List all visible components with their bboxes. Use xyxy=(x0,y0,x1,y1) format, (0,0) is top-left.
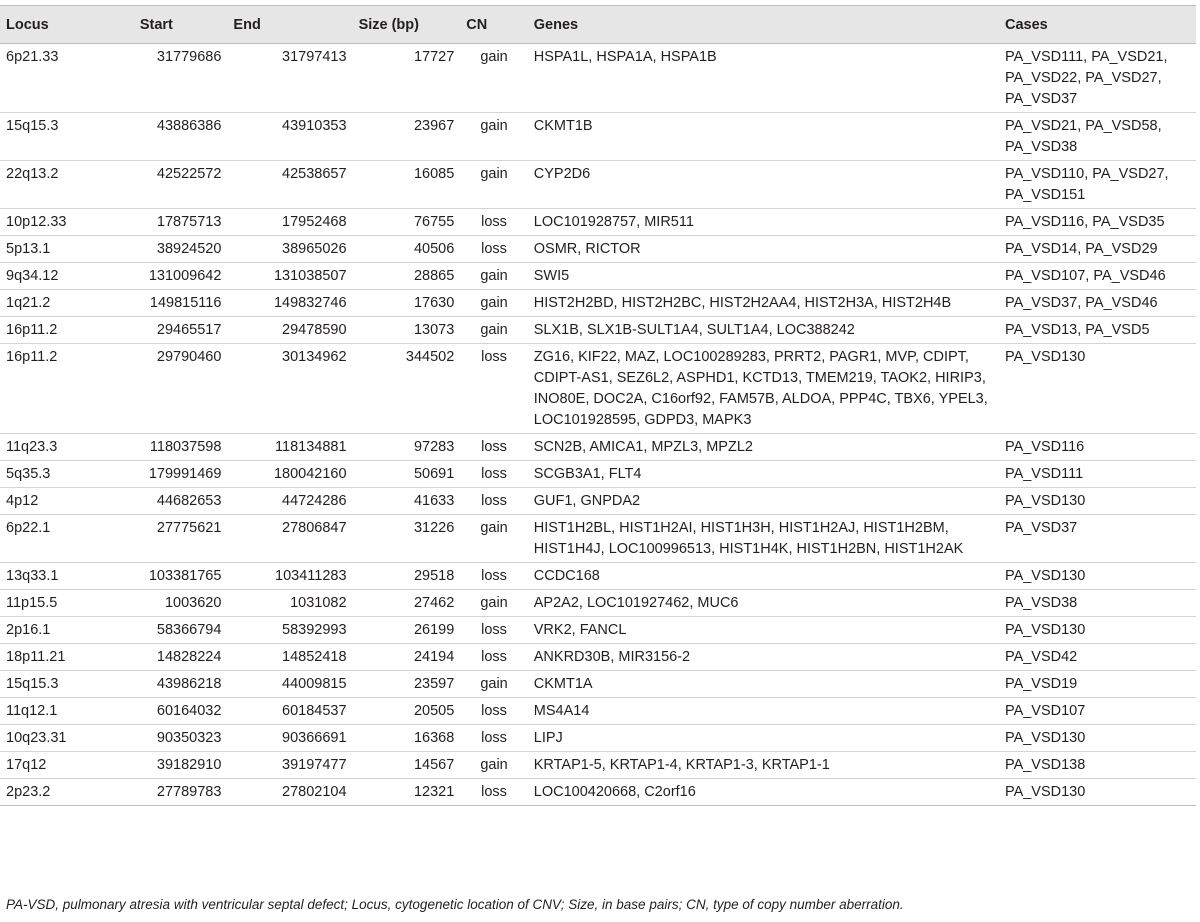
table-row xyxy=(0,617,1196,644)
cell-genes: SCN2B, AMICA1, MPZL3, MPZL2 xyxy=(528,434,999,461)
cell-locus: 13q33.1 xyxy=(0,563,134,590)
cell-end: 58392993 xyxy=(227,617,352,644)
cell-genes: MS4A14 xyxy=(528,698,999,725)
header-locus: Locus xyxy=(0,6,134,44)
table-row xyxy=(0,752,1196,779)
cell-cases: PA_VSD130 xyxy=(999,563,1196,590)
cell-start: 149815116 xyxy=(134,290,228,317)
cell-size: 31226 xyxy=(353,515,461,563)
cell-genes: AP2A2, LOC101927462, MUC6 xyxy=(528,590,999,617)
cell-size: 13073 xyxy=(353,317,461,344)
cell-size: 344502 xyxy=(353,344,461,434)
cell-genes: ANKRD30B, MIR3156-2 xyxy=(528,644,999,671)
cell-cases: PA_VSD21, PA_VSD58, PA_VSD38 xyxy=(999,113,1196,161)
cell-cn: loss xyxy=(460,344,527,434)
cell-locus: 10p12.33 xyxy=(0,209,134,236)
cell-genes: OSMR, RICTOR xyxy=(528,236,999,263)
cell-genes: CCDC168 xyxy=(528,563,999,590)
cell-locus: 17q12 xyxy=(0,752,134,779)
cell-end: 17952468 xyxy=(227,209,352,236)
cell-start: 179991469 xyxy=(134,461,228,488)
cell-locus: 5p13.1 xyxy=(0,236,134,263)
cell-size: 40506 xyxy=(353,236,461,263)
cell-size: 76755 xyxy=(353,209,461,236)
cell-locus: 2p23.2 xyxy=(0,779,134,806)
cell-start: 60164032 xyxy=(134,698,228,725)
cell-genes: SLX1B, SLX1B-SULT1A4, SULT1A4, LOC388242 xyxy=(528,317,999,344)
cell-end: 38965026 xyxy=(227,236,352,263)
table-body xyxy=(0,44,1196,806)
cell-locus: 16p11.2 xyxy=(0,344,134,434)
cell-cases: PA_VSD38 xyxy=(999,590,1196,617)
cell-cases: PA_VSD130 xyxy=(999,488,1196,515)
cell-cases: PA_VSD130 xyxy=(999,725,1196,752)
cell-genes: SWI5 xyxy=(528,263,999,290)
cell-size: 23597 xyxy=(353,671,461,698)
cell-genes: SCGB3A1, FLT4 xyxy=(528,461,999,488)
cell-cn: gain xyxy=(460,590,527,617)
table-row xyxy=(0,434,1196,461)
cell-cases: PA_VSD110, PA_VSD27, PA_VSD151 xyxy=(999,161,1196,209)
cell-size: 16368 xyxy=(353,725,461,752)
cell-size: 17727 xyxy=(353,44,461,113)
cell-cases: PA_VSD107 xyxy=(999,698,1196,725)
cell-genes: ZG16, KIF22, MAZ, LOC100289283, PRRT2, PAGR1, MVP, CDIPT, CDIPT-AS1, SEZ6L2, ASPHD1, KCTD13, TMEM219, TAOK2, HIRIP3, INO80E, DOC2A, C16orf92, FAM57B, ALDOA, PPP4C, TBX6, YPEL3, LOC101928595, GDPD3, MAPK3 xyxy=(528,344,999,434)
table-row xyxy=(0,44,1196,113)
cell-cn: gain xyxy=(460,515,527,563)
cell-genes: HIST1H2BL, HIST1H2AI, HIST1H3H, HIST1H2AJ, HIST1H2BM, HIST1H4J, LOC100996513, HIST1H4K, HIST1H2BN, HIST1H2AK xyxy=(528,515,999,563)
cell-start: 103381765 xyxy=(134,563,228,590)
header-start: Start xyxy=(134,6,228,44)
cell-end: 60184537 xyxy=(227,698,352,725)
cell-cn: loss xyxy=(460,644,527,671)
cell-cn: gain xyxy=(460,671,527,698)
cell-cases: PA_VSD42 xyxy=(999,644,1196,671)
table-header xyxy=(0,6,1196,44)
cell-end: 14852418 xyxy=(227,644,352,671)
header-end: End xyxy=(227,6,352,44)
cell-size: 24194 xyxy=(353,644,461,671)
cell-genes: HIST2H2BD, HIST2H2BC, HIST2H2AA4, HIST2H3A, HIST2H4B xyxy=(528,290,999,317)
cell-end: 44009815 xyxy=(227,671,352,698)
table-row xyxy=(0,515,1196,563)
cell-locus: 11p15.5 xyxy=(0,590,134,617)
cell-cn: gain xyxy=(460,113,527,161)
table-row xyxy=(0,698,1196,725)
cell-size: 20505 xyxy=(353,698,461,725)
cell-locus: 11q12.1 xyxy=(0,698,134,725)
cell-size: 97283 xyxy=(353,434,461,461)
cell-cases: PA_VSD116 xyxy=(999,434,1196,461)
table-row xyxy=(0,161,1196,209)
cell-start: 43986218 xyxy=(134,671,228,698)
cell-size: 23967 xyxy=(353,113,461,161)
cell-start: 90350323 xyxy=(134,725,228,752)
header-row xyxy=(0,6,1196,44)
cell-cases: PA_VSD138 xyxy=(999,752,1196,779)
cell-end: 180042160 xyxy=(227,461,352,488)
table-row xyxy=(0,461,1196,488)
cell-cases: PA_VSD111, PA_VSD21, PA_VSD22, PA_VSD27, PA_VSD37 xyxy=(999,44,1196,113)
cell-start: 131009642 xyxy=(134,263,228,290)
cell-cn: gain xyxy=(460,317,527,344)
cell-locus: 5q35.3 xyxy=(0,461,134,488)
cell-start: 27775621 xyxy=(134,515,228,563)
cell-locus: 10q23.31 xyxy=(0,725,134,752)
cell-cases: PA_VSD37 xyxy=(999,515,1196,563)
table-row xyxy=(0,644,1196,671)
cell-genes: CKMT1B xyxy=(528,113,999,161)
cell-cases: PA_VSD14, PA_VSD29 xyxy=(999,236,1196,263)
table-row xyxy=(0,236,1196,263)
header-size: Size (bp) xyxy=(353,6,461,44)
cell-end: 27806847 xyxy=(227,515,352,563)
cell-end: 90366691 xyxy=(227,725,352,752)
cell-cn: gain xyxy=(460,44,527,113)
cell-locus: 6p21.33 xyxy=(0,44,134,113)
cell-size: 28865 xyxy=(353,263,461,290)
cell-size: 27462 xyxy=(353,590,461,617)
cell-cases: PA_VSD111 xyxy=(999,461,1196,488)
cell-locus: 9q34.12 xyxy=(0,263,134,290)
cell-locus: 6p22.1 xyxy=(0,515,134,563)
cell-end: 31797413 xyxy=(227,44,352,113)
cell-cn: loss xyxy=(460,563,527,590)
table-row xyxy=(0,209,1196,236)
cell-size: 16085 xyxy=(353,161,461,209)
cell-cn: loss xyxy=(460,209,527,236)
cell-start: 43886386 xyxy=(134,113,228,161)
cell-locus: 2p16.1 xyxy=(0,617,134,644)
cell-size: 26199 xyxy=(353,617,461,644)
cell-genes: LOC100420668, C2orf16 xyxy=(528,779,999,806)
cell-cases: PA_VSD107, PA_VSD46 xyxy=(999,263,1196,290)
cell-cases: PA_VSD130 xyxy=(999,344,1196,434)
cell-genes: LIPJ xyxy=(528,725,999,752)
cell-cn: loss xyxy=(460,488,527,515)
cell-end: 43910353 xyxy=(227,113,352,161)
cell-start: 29790460 xyxy=(134,344,228,434)
table-row xyxy=(0,488,1196,515)
cell-start: 42522572 xyxy=(134,161,228,209)
table-row xyxy=(0,290,1196,317)
cell-start: 14828224 xyxy=(134,644,228,671)
cell-locus: 22q13.2 xyxy=(0,161,134,209)
cnv-table xyxy=(0,5,1196,806)
header-genes: Genes xyxy=(528,6,999,44)
cell-end: 118134881 xyxy=(227,434,352,461)
cell-locus: 15q15.3 xyxy=(0,113,134,161)
cell-size: 41633 xyxy=(353,488,461,515)
cell-locus: 16p11.2 xyxy=(0,317,134,344)
cell-cn: loss xyxy=(460,461,527,488)
cell-size: 12321 xyxy=(353,779,461,806)
cell-start: 118037598 xyxy=(134,434,228,461)
cell-genes: HSPA1L, HSPA1A, HSPA1B xyxy=(528,44,999,113)
cell-cn: gain xyxy=(460,161,527,209)
cell-cases: PA_VSD116, PA_VSD35 xyxy=(999,209,1196,236)
cell-genes: GUF1, GNPDA2 xyxy=(528,488,999,515)
table-row xyxy=(0,590,1196,617)
cell-locus: 15q15.3 xyxy=(0,671,134,698)
cell-end: 42538657 xyxy=(227,161,352,209)
cell-start: 29465517 xyxy=(134,317,228,344)
cell-start: 38924520 xyxy=(134,236,228,263)
table-row xyxy=(0,779,1196,806)
cell-cases: PA_VSD130 xyxy=(999,617,1196,644)
header-cn: CN xyxy=(460,6,527,44)
cell-start: 31779686 xyxy=(134,44,228,113)
cell-end: 149832746 xyxy=(227,290,352,317)
cell-cases: PA_VSD19 xyxy=(999,671,1196,698)
cell-end: 103411283 xyxy=(227,563,352,590)
table-footnote: PA-VSD, pulmonary atresia with ventricular septal defect; Locus, cytogenetic location of CNV; Size, in base pairs; CN, type of copy number aberration. xyxy=(6,897,904,912)
cell-genes: CYP2D6 xyxy=(528,161,999,209)
table-row xyxy=(0,263,1196,290)
cell-cases: PA_VSD13, PA_VSD5 xyxy=(999,317,1196,344)
cell-cases: PA_VSD37, PA_VSD46 xyxy=(999,290,1196,317)
table-row xyxy=(0,317,1196,344)
cell-start: 58366794 xyxy=(134,617,228,644)
cell-genes: VRK2, FANCL xyxy=(528,617,999,644)
cell-start: 39182910 xyxy=(134,752,228,779)
cell-end: 1031082 xyxy=(227,590,352,617)
cell-genes: LOC101928757, MIR511 xyxy=(528,209,999,236)
cell-cases: PA_VSD130 xyxy=(999,779,1196,806)
cell-locus: 4p12 xyxy=(0,488,134,515)
header-cases: Cases xyxy=(999,6,1196,44)
cell-end: 39197477 xyxy=(227,752,352,779)
cell-end: 27802104 xyxy=(227,779,352,806)
cell-locus: 18p11.21 xyxy=(0,644,134,671)
table-row xyxy=(0,671,1196,698)
cell-locus: 11q23.3 xyxy=(0,434,134,461)
cell-end: 30134962 xyxy=(227,344,352,434)
table-row xyxy=(0,344,1196,434)
cell-cn: loss xyxy=(460,779,527,806)
cell-end: 29478590 xyxy=(227,317,352,344)
cell-start: 27789783 xyxy=(134,779,228,806)
cell-cn: loss xyxy=(460,698,527,725)
cell-start: 44682653 xyxy=(134,488,228,515)
cell-size: 29518 xyxy=(353,563,461,590)
table-row xyxy=(0,113,1196,161)
cell-genes: KRTAP1-5, KRTAP1-4, KRTAP1-3, KRTAP1-1 xyxy=(528,752,999,779)
cell-size: 17630 xyxy=(353,290,461,317)
table-row xyxy=(0,563,1196,590)
cell-size: 50691 xyxy=(353,461,461,488)
cell-cn: gain xyxy=(460,752,527,779)
cell-cn: loss xyxy=(460,236,527,263)
cell-start: 1003620 xyxy=(134,590,228,617)
cell-cn: gain xyxy=(460,290,527,317)
cell-end: 44724286 xyxy=(227,488,352,515)
cell-cn: loss xyxy=(460,725,527,752)
cell-locus: 1q21.2 xyxy=(0,290,134,317)
cell-end: 131038507 xyxy=(227,263,352,290)
table-row xyxy=(0,725,1196,752)
cell-cn: loss xyxy=(460,434,527,461)
cell-cn: gain xyxy=(460,263,527,290)
cell-genes: CKMT1A xyxy=(528,671,999,698)
cell-start: 17875713 xyxy=(134,209,228,236)
cell-size: 14567 xyxy=(353,752,461,779)
cell-cn: loss xyxy=(460,617,527,644)
